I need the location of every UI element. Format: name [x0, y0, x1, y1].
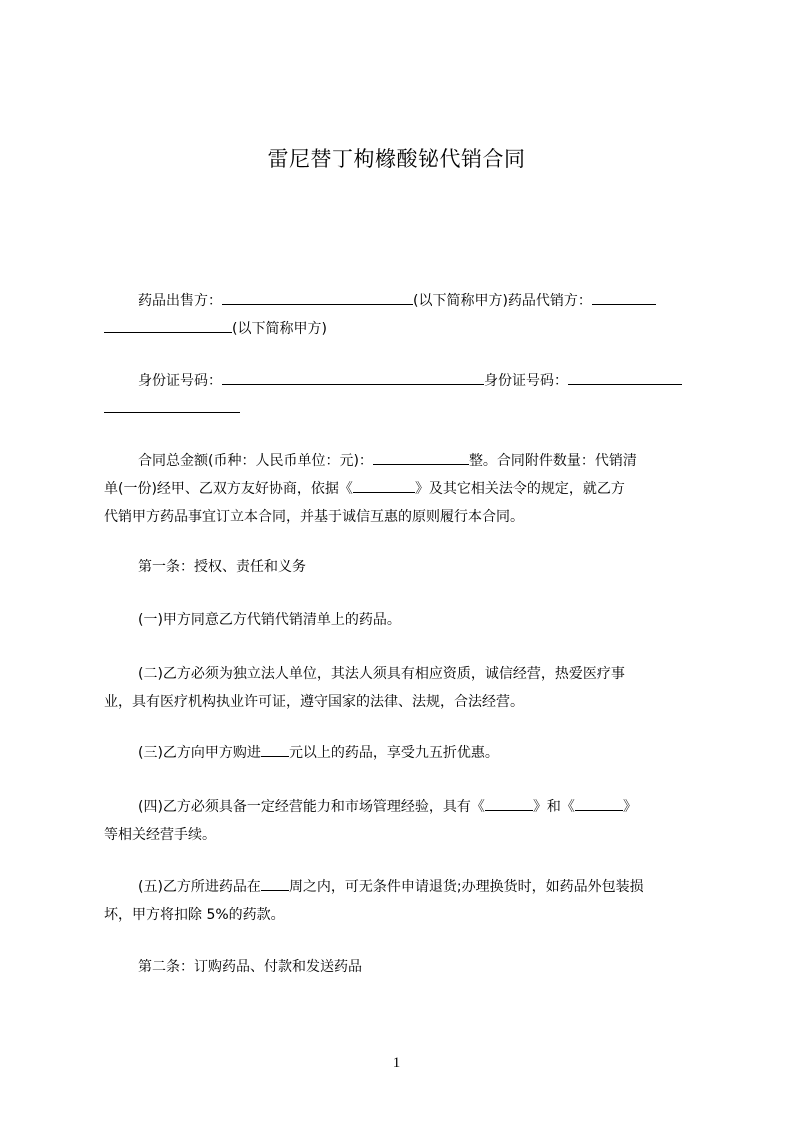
item-5	[104, 873, 704, 929]
agent-suffix: (以下简称甲方)	[232, 321, 327, 337]
item-4-line-2: 等相关经营手续。	[104, 827, 216, 843]
item-4-blank-1	[485, 796, 533, 811]
item-3-text-1: (三)乙方向甲方购进	[138, 745, 261, 761]
parties-paragraph	[104, 287, 704, 343]
item-5-line-2: 坏，甲方将扣除 5%的药款。	[104, 907, 285, 923]
item-4	[104, 793, 704, 849]
amount-text-1: 合同总金额(币种：人民币单位：元)：	[138, 453, 373, 469]
id-blank-3	[104, 398, 240, 413]
item-5-text-1: (五)乙方所进药品在	[138, 879, 261, 895]
document-title: 雷尼替丁枸橼酸铋代销合同	[267, 147, 526, 171]
item-3-text-2: 元以上的药品，享受九五折优惠。	[288, 745, 499, 761]
article-1-heading: 第一条：授权、责任和义务	[138, 559, 306, 575]
item-4-text-2: 》和《	[532, 799, 575, 815]
amount-blank	[373, 450, 469, 465]
agent-blank-2	[104, 318, 232, 333]
id-label-2: 身份证号码：	[484, 373, 568, 389]
item-4-blank-2	[575, 796, 623, 811]
item-2-line-1: (二)乙方必须为独立法人单位，其法人须具有相应资质，诚信经营，热爱医疗事	[138, 666, 625, 682]
amount-text-4: 》及其它相关法令的规定，就乙方	[414, 481, 625, 497]
article-2-heading: 第二条：订购药品、付款和发送药品	[138, 959, 362, 975]
id-blank-1	[222, 370, 484, 385]
id-paragraph	[104, 367, 704, 423]
item-3	[104, 739, 704, 767]
agent-blank-1	[592, 290, 656, 305]
amount-text-2: 整。合同附件数量：代销清	[468, 453, 637, 469]
item-5-text-2: 周之内，可无条件申请退货;办理换货时，如药品外包装损	[288, 879, 644, 895]
id-label-1: 身份证号码：	[138, 373, 222, 389]
amount-text-3: 单(一份)经甲、乙双方友好协商，依据《	[104, 481, 353, 497]
id-blank-2	[568, 370, 682, 385]
item-3-blank	[261, 742, 289, 757]
seller-blank	[222, 290, 413, 305]
seller-label: 药品出售方：	[138, 293, 222, 309]
item-2-line-2: 业，具有医疗机构执业许可证，遵守国家的法律、法规，合法经营。	[104, 694, 524, 710]
seller-suffix: (以下简称甲方)药品代销方：	[413, 293, 592, 309]
item-4-text-1: (四)乙方必须具备一定经营能力和市场管理经验，具有《	[138, 799, 485, 815]
amount-paragraph	[104, 447, 704, 531]
basis-blank	[353, 478, 415, 493]
item-4-text-3: 》	[622, 799, 637, 815]
page-number: 1	[392, 1055, 401, 1071]
amount-text-5: 代销甲方药品事宜订立本合同，并基于诚信互惠的原则履行本合同。	[104, 509, 524, 525]
item-2	[104, 660, 704, 716]
item-5-blank	[261, 876, 289, 891]
item-1: (一)甲方同意乙方代销代销清单上的药品。	[138, 612, 401, 628]
